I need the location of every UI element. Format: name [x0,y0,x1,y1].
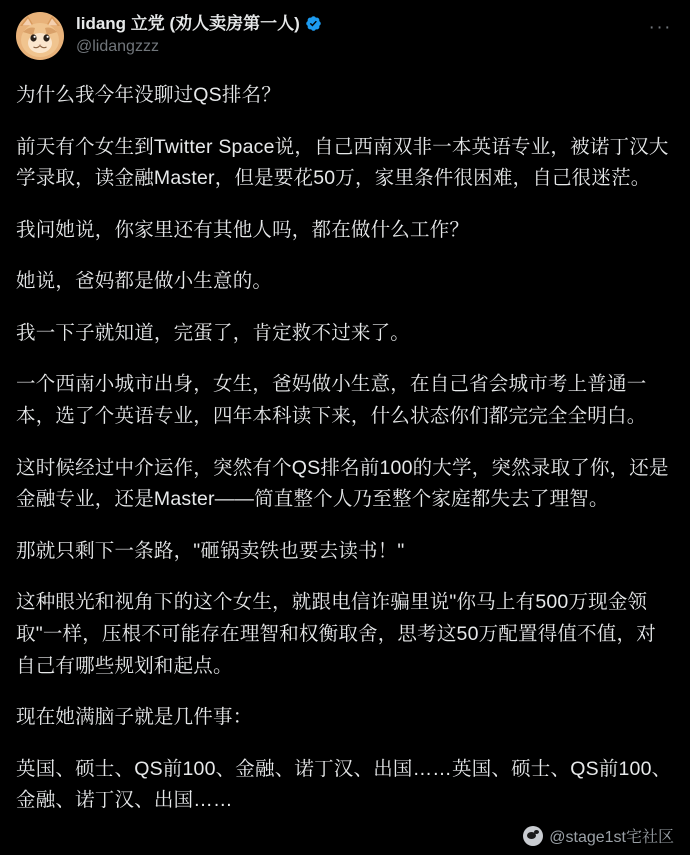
tweet-header [16,12,674,70]
tweet-paragraph: 我问她说，你家里还有其他人吗，都在做什么工作？ [16,218,470,241]
tweet-paragraph: 前天有个女生到Twitter Space说，自己西南双非一本英语专业，被诺丁汉大学录取，读金融Master，但是要花50万，家里条件很困难，自己很迷茫。 [16,135,669,190]
tweet-paragraph: 这种眼光和视角下的这个女生，就跟电信诈骗里说"你马上有500万现金领取"一样，压根不可能存在理智和权衡取舍，思考这50万配置得值不值，对自己有哪些规划和起点。 [16,591,656,677]
tweet-paragraph: 一个西南小城市出身，女生，爸妈做小生意，在自己省会城市考上普通一本，选了个英语专业，四年本科读下来，什么状态你们都完完全全明白。 [16,373,647,428]
weibo-icon [523,826,543,846]
tweet-paragraph: 英国、硕士、QS前100、金融、诺丁汉、出国……英国、硕士、QS前100、金融、诺丁汉、出国…… [16,757,672,812]
watermark [523,824,674,847]
author-name-row [76,13,637,34]
author-handle[interactable]: @lidangzzz [76,38,159,56]
tweet-paragraph: 她说，爸妈都是做小生意的。 [16,270,273,293]
tweet-paragraph: 那就只剩下一条路，"砸锅卖铁也要去读书！" [16,539,405,562]
author-identity [76,12,637,56]
tweet-text [16,80,674,817]
avatar[interactable] [16,12,64,60]
tweet-paragraph: 为什么我今年没聊过QS排名？ [16,84,281,106]
tweet-paragraph: 这时候经过中介运作，突然有个QS排名前100的大学，突然录取了你，还是金融专业，还是Master——简直整个人乃至整个家庭都失去了理智。 [16,456,669,511]
more-options-icon[interactable]: ··· [648,17,672,38]
tweet-paragraph: 现在她满脑子就是几件事： [16,706,253,729]
verified-badge-icon [305,15,322,32]
author-display-name[interactable]: lidang 立党 (劝人卖房第一人) [76,14,300,33]
tweet-paragraph: 我一下子就知道，完蛋了，肯定救不过来了。 [16,321,411,344]
watermark-text: @stage1st宅社区 [549,829,674,846]
